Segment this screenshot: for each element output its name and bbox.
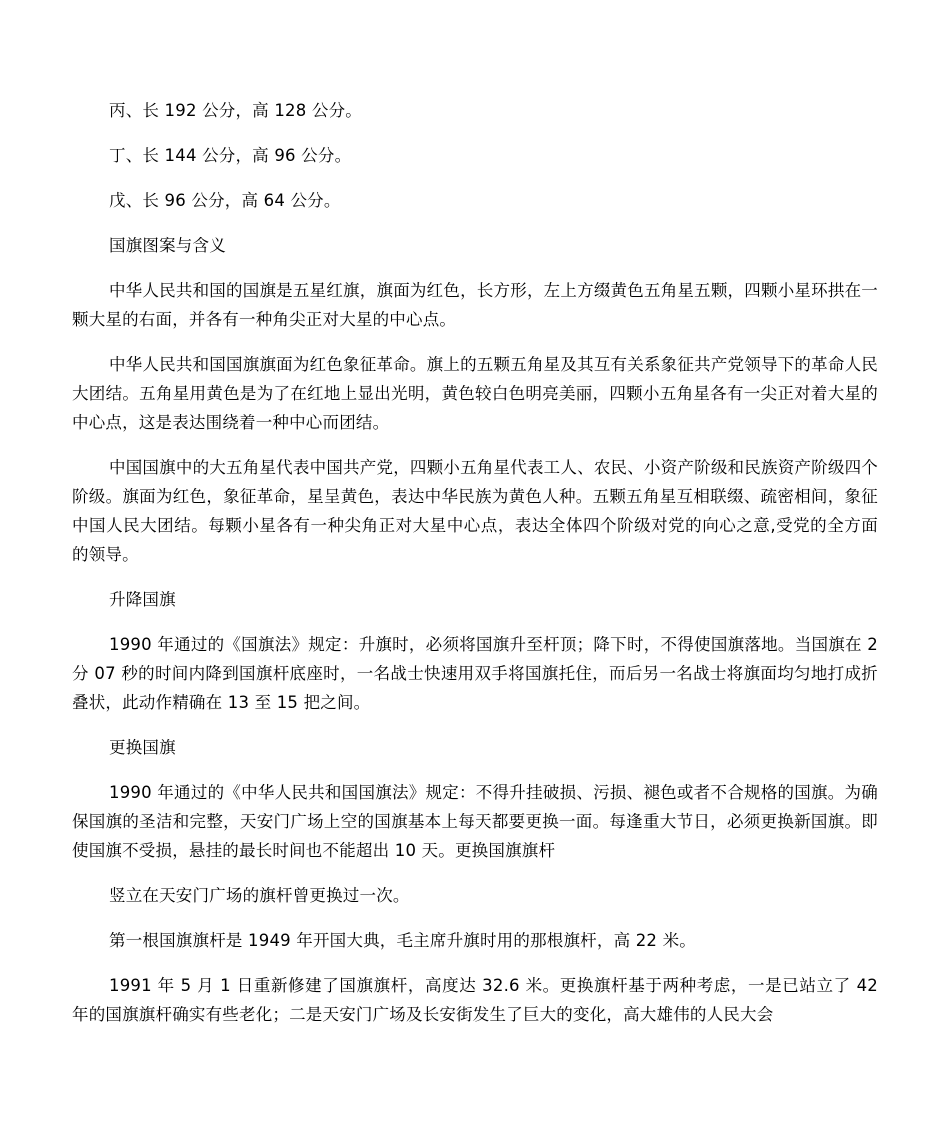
paragraph-first-flagpole: 第一根国旗旗杆是 1949 年开国大典，毛主席升旗时用的那根旗杆，高 22 米。 bbox=[109, 931, 696, 950]
document-page bbox=[72, 96, 878, 1045]
section-heading-replacing-flag: 更换国旗 bbox=[109, 738, 176, 757]
paragraph-flag-law-replacing: 1990 年通过的《中华人民共和国国旗法》规定：不得升挂破损、污损、褪色或者不合规格的国旗。为确保国旗的圣洁和完整，天安门广场上空的国旗基本上每天都要更换一面。每逢重大节日，必须更换新国旗。即使国旗不受损，悬挂的最长时间也不能超出 10 天。更换国旗旗杆 bbox=[72, 783, 878, 860]
section-heading-raising-lowering: 升降国旗 bbox=[109, 590, 176, 609]
paragraph-flag-law-raising: 1990 年通过的《国旗法》规定：升旗时，必须将国旗升至杆顶；降下时，不得使国旗落地。当国旗在 2 分 07 秒的时间内降到国旗杆底座时，一名战士快速用双手将国旗托住，而后另一名战士将旗面均匀地打成折叠状，此动作精确在 13 至 15 把之间。 bbox=[72, 635, 878, 712]
paragraph-new-flagpole: 1991 年 5 月 1 日重新修建了国旗旗杆，高度达 32.6 米。更换旗杆基于两种考虑，一是已站立了 42 年的国旗旗杆确实有些老化；二是天安门广场及长安街发生了巨大的变化，高大雄伟的人民大会 bbox=[72, 976, 878, 1024]
paragraph-specification-ding: 丁、长 144 公分，高 96 公分。 bbox=[109, 146, 352, 165]
section-heading-design-meaning: 国旗图案与含义 bbox=[109, 236, 226, 255]
paragraph-specification-bing: 丙、长 192 公分，高 128 公分。 bbox=[109, 101, 362, 120]
paragraph-specification-wu: 戊、长 96 公分，高 64 公分。 bbox=[109, 191, 341, 210]
paragraph-star-meaning: 中国国旗中的大五角星代表中国共产党，四颗小五角星代表工人、农民、小资产阶级和民族资产阶级四个阶级。旗面为红色，象征革命，星呈黄色，表达中华民族为黄色人种。五颗五角星互相联缀、疏密相间，象征中国人民大团结。每颗小星各有一种尖角正对大星中心点，表达全体四个阶级对党的向心之意,受党的全方面的领导。 bbox=[72, 458, 878, 564]
paragraph-flagpole-replaced: 竖立在天安门广场的旗杆曾更换过一次。 bbox=[109, 886, 410, 905]
paragraph-flag-symbolism: 中华人民共和国国旗旗面为红色象征革命。旗上的五颗五角星及其互有关系象征共产党领导下的革命人民大团结。五角星用黄色是为了在红地上显出光明，黄色较白色明亮美丽，四颗小五角星各有一尖正对着大星的中心点，这是表达围绕着一种中心而团结。 bbox=[72, 355, 878, 432]
paragraph-flag-description: 中华人民共和国的国旗是五星红旗，旗面为红色，长方形，左上方缀黄色五角星五颗，四颗小星环拱在一颗大星的右面，并各有一种角尖正对大星的中心点。 bbox=[72, 281, 878, 329]
